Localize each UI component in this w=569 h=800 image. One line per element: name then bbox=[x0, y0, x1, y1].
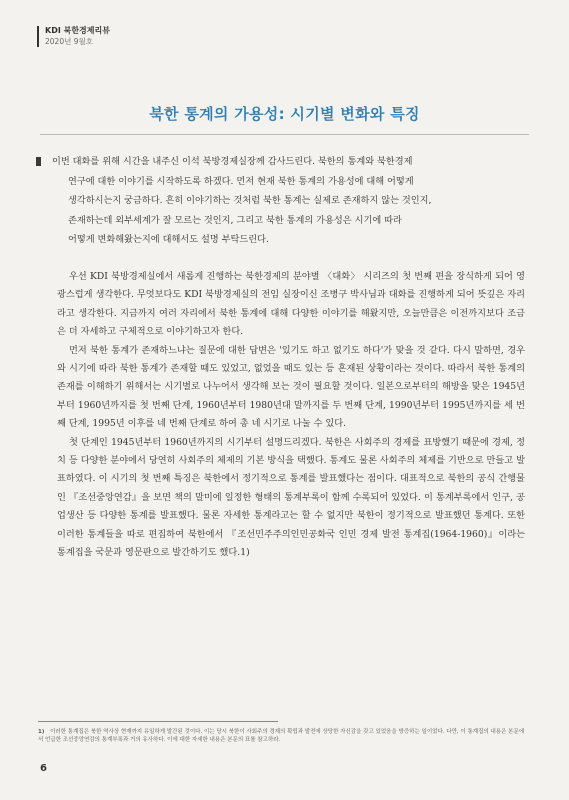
question-line: 존재하는데 외부세계가 잘 모르는 것인지, 그리고 북한 통계의 가용성은 시기에 따라 bbox=[68, 214, 402, 226]
square-bullet-icon bbox=[36, 157, 41, 166]
body-paragraph: 첫 단계인 1945년부터 1960년까지의 시기부터 설명드리겠다. 북한은 사회주의 경제를 표방했기 때문에 경제, 정치 등 다양한 분야에서 당연히 사회주의 체제의 기본 방식을 택했다. 통계도 물론 사회주의 체제를 기반으로 만들고 발표하였다. 이 시기의 첫 번째 특징은 북한에서 정기적으로 통계를 발표했다는 점이다. 대표적으로 북한의 공식 간행물인 『조선중앙연감』을 보면 책의 말미에 일정한 형태의 통계부록이 함께 수록되어 있었다. 이 통계부록에서 인구, 공업생산 등 다양한 통계를 발표했다. 물론 자세한 통계라고는 할 수 없지만 북한이 정기적으로 발표했던 통계다. 또한 이러한 통계들을 따로 편집하여 북한에서 『조선민주주의인민공화국 인민 경제 발전 통계집(1964-1960)』이라는 통계집을 국문과 영문판으로 발간하기도 했다.1) bbox=[57, 436, 525, 559]
question-line: 어떻게 변화해왔는지에 대해서도 설명 부탁드린다. bbox=[68, 234, 269, 245]
interviewer-question bbox=[50, 152, 525, 250]
footnote-divider bbox=[38, 721, 278, 722]
page-number: 6 bbox=[40, 763, 47, 774]
running-header bbox=[37, 26, 110, 47]
footnote-text: 이러한 통계집은 북한 역사상 현재까지 유일하게 발간된 것이다. 이는 당시 북한이 사회주의 경제의 확립과 발전에 상당한 자신감을 갖고 있었음을 방증하는 일이었다. 다만, 이 통계집의 내용은 본문에서 언급한 조선중앙연감의 통계부록과 거의 유사하다. 이에 대한 자세한 내용은 본문의 표를 참고하라. bbox=[38, 729, 525, 743]
title-divider bbox=[40, 134, 529, 135]
article-title: 북한 통계의 가용성: 시기별 변화와 특징 bbox=[149, 105, 420, 123]
issue-date: 2020년 9월호 bbox=[45, 37, 93, 46]
question-line: 생각하시는지 궁금하다. 흔히 이야기하는 것처럼 북한 통계는 실제로 존재하지 않는 것인지, bbox=[68, 195, 432, 206]
magazine-name: KDI 북한경제리뷰 bbox=[45, 26, 110, 35]
answer-body bbox=[57, 268, 525, 563]
body-paragraph: 먼저 북한 통계가 존재하느냐는 질문에 대한 답변은 '있기도 하고 없기도 하다'가 맞을 것 같다. 다시 말하면, 경우와 시기에 따라 북한 통계가 존재할 때도 있었고, 없었을 때도 있는 등 혼재된 상황이라는 것이다. 따라서 북한 통계의 존재를 이해하기 위해서는 시기별로 나누어서 생각해 보는 것이 필요할 것이다. 일본으로부터의 해방을 맞은 1945년부터 1960년까지를 첫 번째 단계, 1960년부터 1980년대 말까지를 두 번째 단계, 1990년부터 1995년까지를 세 번째 단계, 1995년 이후를 네 번째 단계로 하여 총 네 시기로 나눌 수 있다. bbox=[57, 344, 525, 430]
question-line: 연구에 대한 이야기를 시작하도록 하겠다. 먼저 현재 북한 통계의 가용성에 대해 어떻게 bbox=[68, 175, 414, 187]
footnote-number: 1) bbox=[38, 729, 45, 735]
body-paragraph: 우선 KDI 북방경제실에서 새롭게 진행하는 북한경제의 분야별 〈대화〉 시리즈의 첫 번째 편을 장식하게 되어 영광스럽게 생각한다. 무엇보다도 KDI 북방경제실의 전임 실장이신 조병구 박사님과 대화를 진행하게 되어 뜻깊은 자리라고 생각한다. 지금까지 여러 자리에서 북한 통계에 대해 다양한 이야기를 해왔지만, 오늘만큼은 이전까지보다 조금은 더 자세하고 구체적으로 이야기하고자 한다. bbox=[57, 271, 525, 338]
footnote bbox=[38, 728, 528, 744]
question-line: 이번 대화를 위해 시간을 내주신 이석 북방경제실장께 감사드린다. 북한의 통계와 북한경제 bbox=[52, 156, 413, 167]
